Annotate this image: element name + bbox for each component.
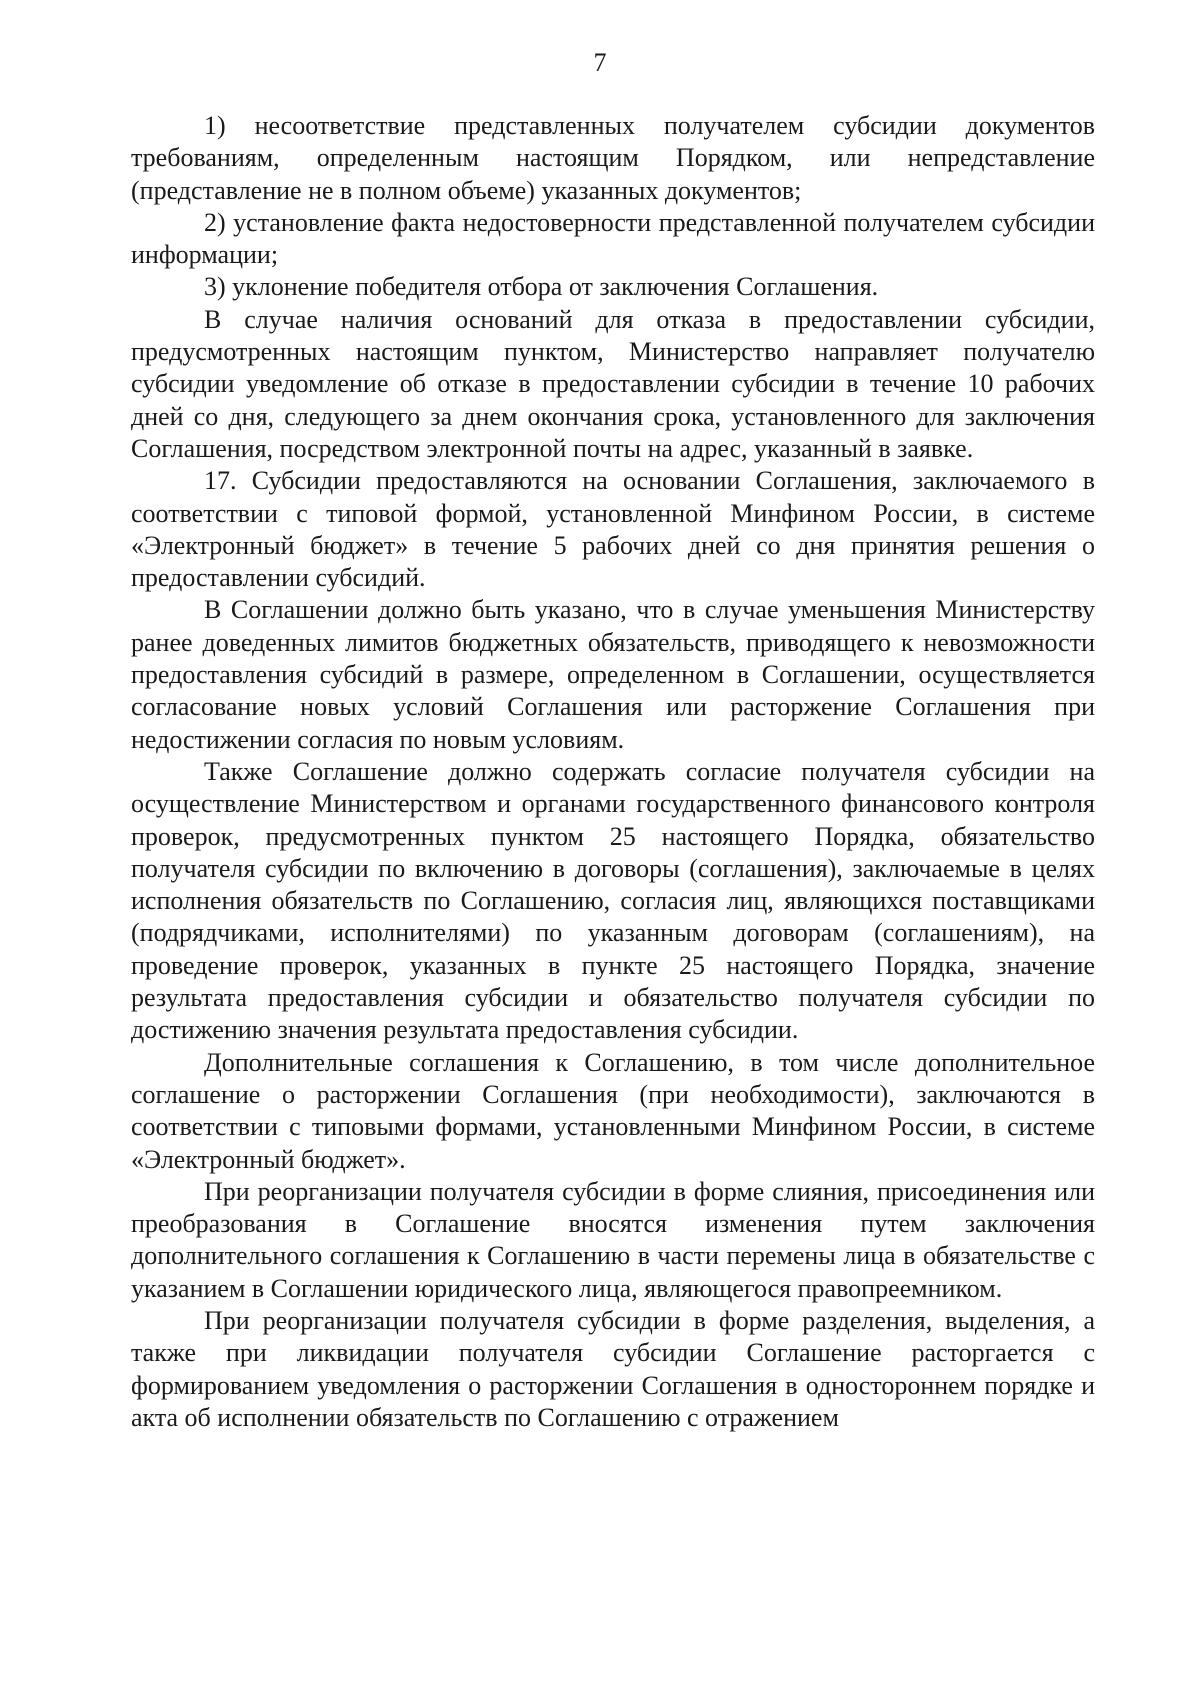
paragraph-reorganization-division: При реорганизации получателя субсидии в форме разделения, выделения, а также при ликвидации получателя субсидии Соглашение расторгается с формированием уведомления о расторжении Соглашения в одностороннем порядке и акта об исполнении обязательств по Соглашению с отражением [131, 1305, 1095, 1432]
paragraph-refusal-notice: В случае наличия оснований для отказа в предоставлении субсидии, предусмотренных настоящим пунктом, Министерство направляет получателю субсидии уведомление об отказе в предоставлении субсидии в течение 10 рабочих дней со дня, следующего за днем окончания срока, установленного для заключения Соглашения, посредством электронной почты на адрес, указанный в заявке. [131, 304, 1095, 463]
page-number: 7 [593, 48, 607, 77]
paragraph-item-2: 2) установление факта недостоверности представленной получателем субсидии информации; [131, 207, 1095, 270]
document-body [131, 110, 1095, 1434]
paragraph-item-3: 3) уклонение победителя отбора от заключения Соглашения. [204, 272, 879, 302]
paragraph-additional-agreements: Дополнительные соглашения к Соглашению, в том числе дополнительное соглашение о расторжении Соглашения (при необходимости), заключаются в соответствии с типовыми формами, установленными Минфином России, в системе «Электронный бюджет». [131, 1047, 1095, 1174]
paragraph-consent-checks: Также Соглашение должно содержать согласие получателя субсидии на осуществление Министерством и органами государственного финансового контроля проверок, предусмотренных пунктом 25 настоящего Порядка, обязательство получателя субсидии по включению в договоры (соглашения), заключаемые в целях исполнения обязательств по Соглашению, согласия лиц, являющихся поставщиками (подрядчиками, исполнителями) по указанным договорам (соглашениям), на проведение проверок, указанных в пункте 25 настоящего Порядка, значение результата предоставления субсидии и обязательство получателя субсидии по достижению значения результата предоставления субсидии. [131, 756, 1095, 1045]
paragraph-reorganization-merger: При реорганизации получателя субсидии в форме слияния, присоединения или преобразования в Соглашение вносятся изменения путем заключения дополнительного соглашения к Соглашению в части перемены лица в обязательстве с указанием в Соглашении юридического лица, являющегося правопреемником. [131, 1176, 1095, 1303]
paragraph-item-1: 1) несоответствие представленных получателем субсидии документов требованиям, определенным настоящим Порядком, или непредставление (представление не в полном объеме) указанных документов; [131, 111, 1095, 205]
paragraph-limits-reduction: В Соглашении должно быть указано, что в случае уменьшения Министерству ранее доведенных лимитов бюджетных обязательств, приводящего к невозможности предоставления субсидий в размере, определенном в Соглашении, осуществляется согласование новых условий Соглашения или расторжение Соглашения при недостижении согласия по новым условиям. [131, 595, 1095, 754]
paragraph-clause-17: 17. Субсидии предоставляются на основании Соглашения, заключаемого в соответствии с типовой формой, установленной Минфином России, в системе «Электронный бюджет» в течение 5 рабочих дней со дня принятия решения о предоставлении субсидий. [131, 466, 1095, 593]
